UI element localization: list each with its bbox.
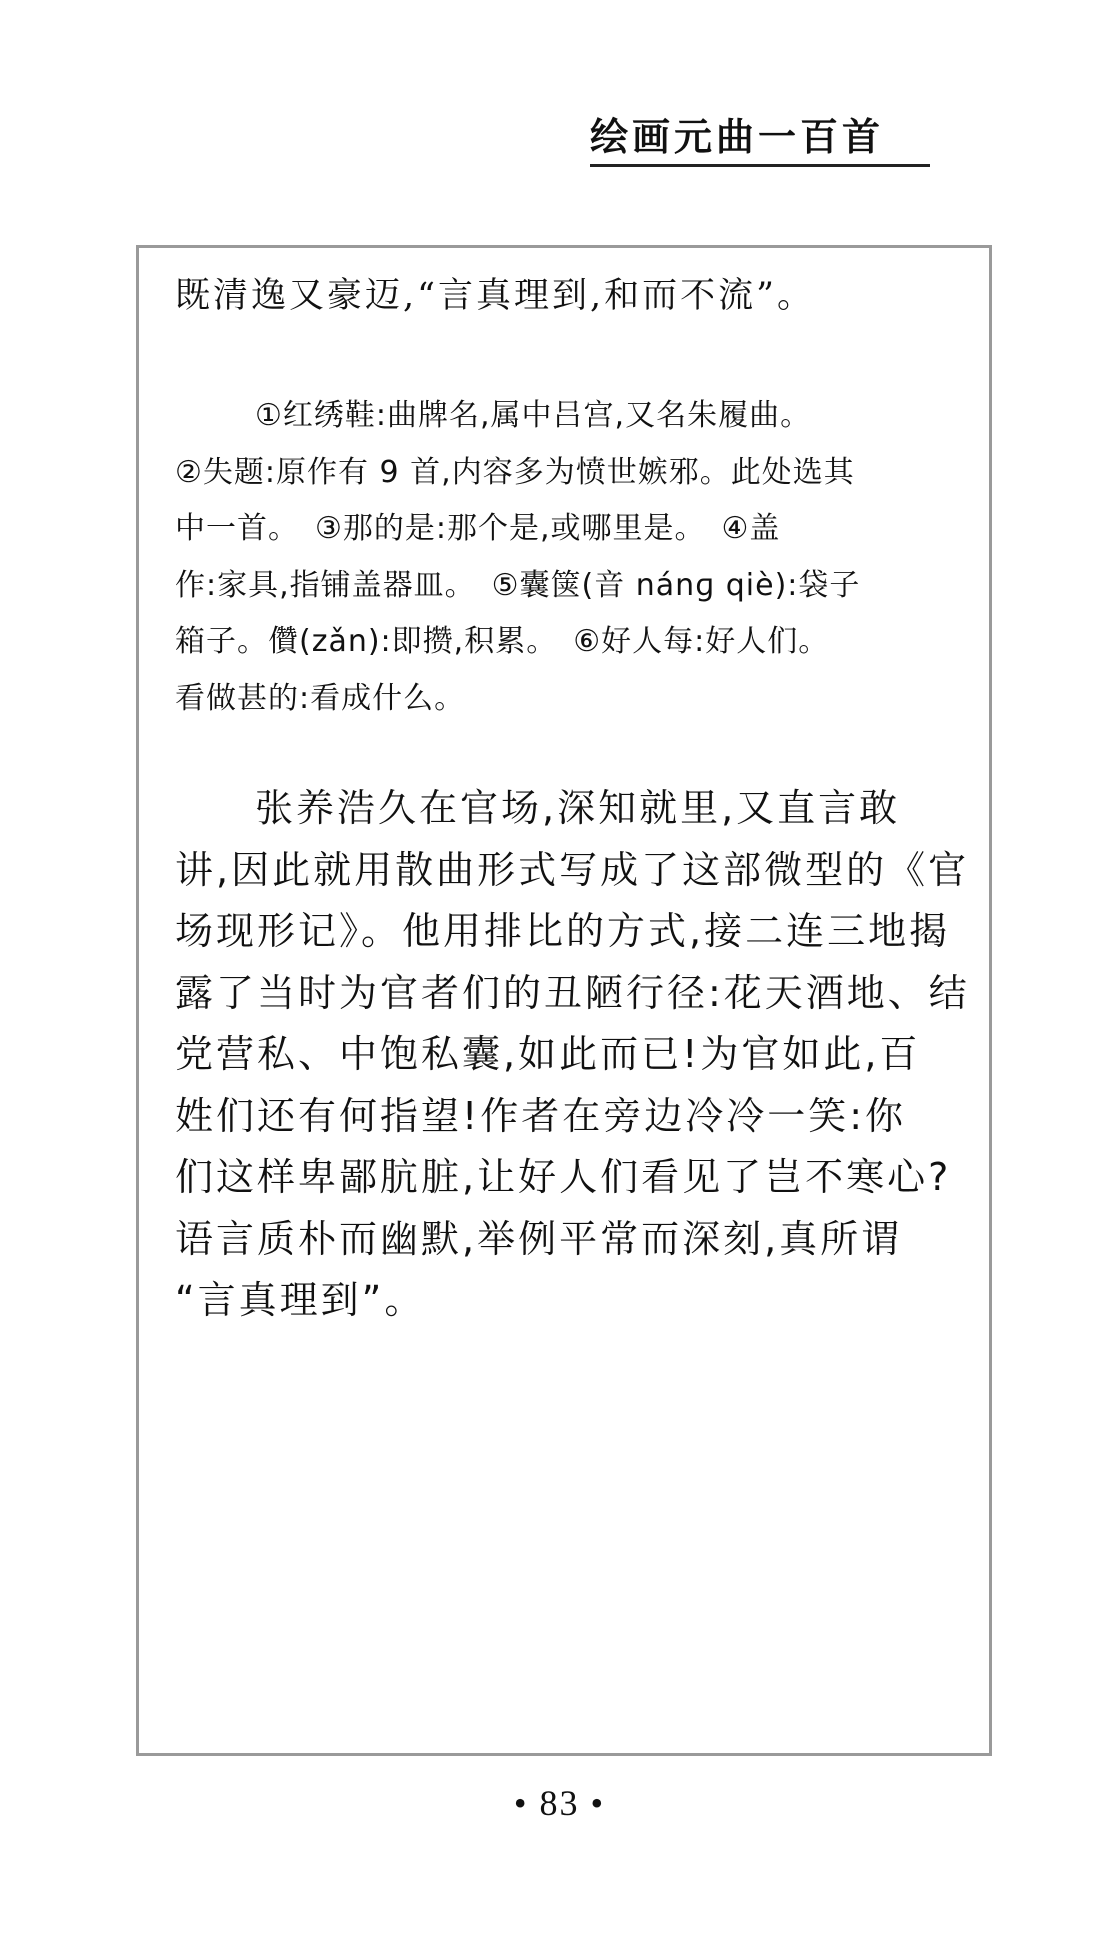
page-number: • 83 • [513,1783,606,1823]
annotation-notes [175,388,970,727]
commentary-line: 们这样卑鄙肮脏,让好人们看见了岂不寒心? [175,1155,952,1199]
note-line: ②失题:原作有 9 首,内容多为愤世嫉邪。此处选其 [175,454,855,490]
commentary-line: 场现形记》。他用排比的方式,接二连三地揭 [175,909,951,953]
commentary-line: 姓们还有何指望!作者在旁边冷冷一笑:你 [175,1093,907,1138]
note-line: ①红绣鞋:曲牌名,属中吕宫,又名朱履曲。 [255,398,812,433]
commentary-line: 张养浩久在官场,深知就里,又直言敢 [255,786,901,830]
carry-over-line: 既清逸又豪迈,“言真理到,和而不流”。 [175,276,816,316]
note-line: 作:家具,指铺盖器皿。 ⑤囊箧(音 nánɡ qiè):袋子 [175,567,861,603]
note-line: 箱子。儹(zǎn):即攒,积累。 ⑥好人每:好人们。 [175,624,830,659]
running-header: 绘画元曲一百首 [590,112,930,167]
commentary-line: “言真理到”。 [175,1278,426,1322]
note-line: 看做甚的:看成什么。 [175,680,466,716]
carry-over-text [175,270,970,322]
note-line: 中一首。 ③那的是:那个是,或哪里是。 ④盖 [175,511,781,546]
commentary-line: 露了当时为官者们的丑陋行径:花天酒地、结 [175,970,970,1015]
commentary-line: 讲,因此就用散曲形式写成了这部微型的《官 [175,847,970,892]
content-frame [136,245,992,1756]
commentary-paragraph [175,778,970,1332]
commentary-line: 党营私、中饱私囊,如此而已!为官如此,百 [175,1032,921,1076]
commentary-line: 语言质朴而幽默,举例平常而深刻,真所谓 [175,1216,903,1261]
